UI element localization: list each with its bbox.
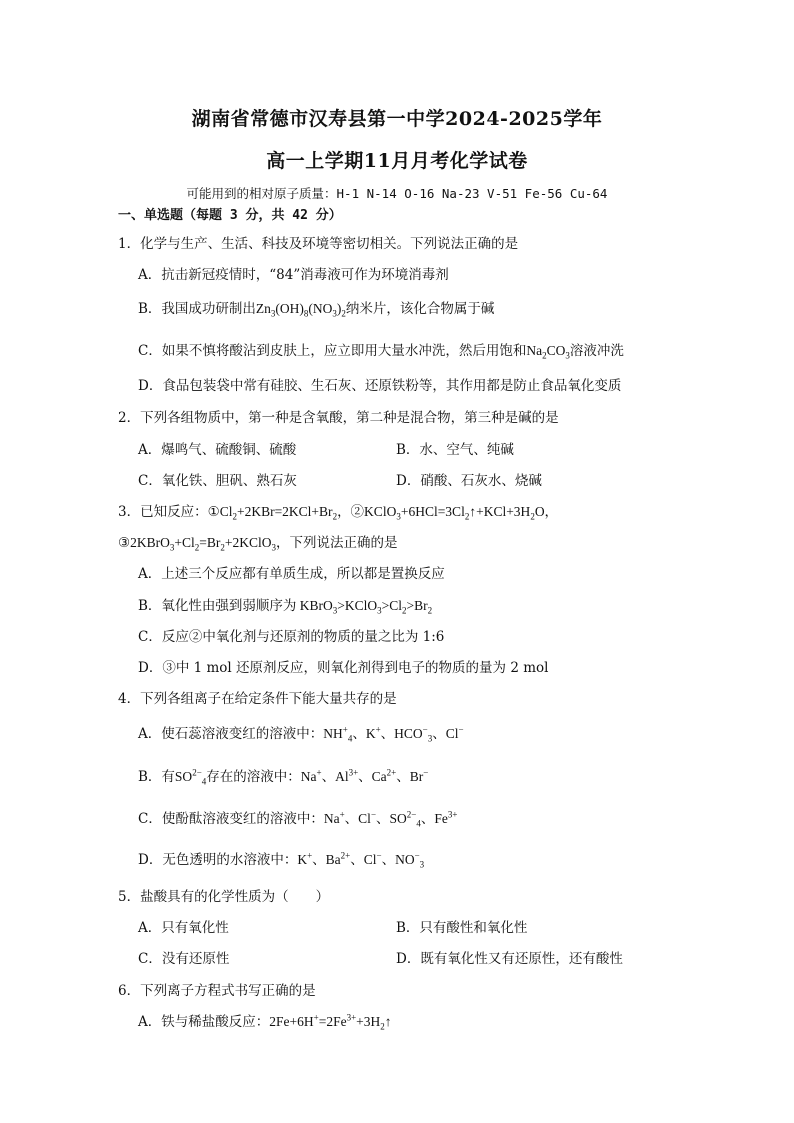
q3-reaction-3: $③2KBrO_3+Cl_2=Br_2+2KClO_3$: [118, 535, 276, 553]
q6-a-equation: $2Fe+6H^+=2Fe^{3+}+3H_2↑$: [269, 1012, 392, 1032]
exam-title-line1: 湖南省常德市汉寿县第一中学2024-2025学年: [191, 108, 603, 130]
q6-option-a: A．铁与稀盐酸反应：$2Fe+6H^+=2Fe^{3+}+3H_2↑$: [138, 1012, 392, 1032]
section-single-choice-heading: 一、单选题（每题 3 分，共 42 分）: [118, 208, 342, 223]
q3-stem-line2: $③2KBrO_3+Cl_2=Br_2+2KClO_3$，下列说法正确的是: [118, 535, 398, 553]
q4-c-ions: Na+、Cl−、$SO^{2-}_4$、$Fe^{3+}$: [323, 809, 458, 829]
q4-d-ions: K+、$Ba^{2+}$、Cl−、$NO^-_3$: [297, 850, 425, 870]
q4-a-ions: $NH^+_4$、K+、$HCO^-_3$、Cl−: [323, 724, 464, 744]
q5-option-a: A．只有氧化性: [138, 920, 229, 936]
q2-option-d: D．硝酸、石灰水、烧碱: [396, 473, 542, 489]
q5-stem: 5．盐酸具有的化学性质为（ ）: [118, 889, 330, 905]
exam-title-line2: 高一上学期11月月考化学试卷: [266, 150, 528, 172]
q1-stem: 1．化学与生产、生活、科技及环境等密切相关。下列说法正确的是: [118, 236, 519, 252]
q3-option-c: C．反应②中氧化剂与还原剂的物质的量之比为 1:6: [138, 629, 445, 645]
q2-option-b: B．水、空气、纯碱: [396, 442, 514, 458]
q5-option-d: D．既有氧化性又有还原性，还有酸性: [396, 951, 623, 967]
q4-option-a: A．使石蕊溶液变红的溶液中：$NH^+_4$、K+、$HCO^-_3$、Cl−: [138, 724, 464, 744]
q2-stem: 2．下列各组物质中，第一种是含氧酸，第二种是混合物，第三种是碱的是: [118, 410, 559, 426]
q3-b-order: $KBrO_3>KClO_3>Cl_2>Br_2$: [296, 598, 433, 616]
q3-option-b: B．氧化性由强到弱顺序为 $KBrO_3>KClO_3>Cl_2>Br_2$: [138, 598, 433, 616]
q3-option-a: A．上述三个反应都有单质生成，所以都是置换反应: [138, 566, 445, 582]
q4-stem: 4．下列各组离子在给定条件下能大量共存的是: [118, 691, 397, 707]
q4-b-ions: Na+、$Al^{3+}$、$Ca^{2+}$、Br−: [300, 767, 429, 784]
q4-b-sulfate: $SO^{2-}_4$: [174, 767, 207, 787]
q3-option-d: D．③中 1 mol 还原剂反应，则氧化剂得到电子的物质的量为 2 mol: [138, 660, 549, 676]
q5-option-c: C．没有还原性: [138, 951, 230, 967]
q3-reactions-1-2: $①Cl_2+2KBr=2KCl+Br_2$，$②KClO_3+6HCl=3Cl_2↑+KCl+3H_2O$，: [207, 504, 559, 522]
q6-stem: 6．下列离子方程式书写正确的是: [118, 983, 316, 999]
q3-stem-line1: 3．已知反应：$①Cl_2+2KBr=2KCl+Br_2$，$②KClO_3+6HCl=3Cl_2↑+KCl+3H_2O$，: [118, 504, 559, 522]
q1-option-c: C．如果不慎将酸沾到皮肤上，应立即用大量水冲洗，然后用饱和$Na_2CO_3$溶液冲洗: [138, 343, 624, 361]
q4-option-c: C．使酚酞溶液变红的溶液中：Na+、Cl−、$SO^{2-}_4$、$Fe^{3+}$: [138, 809, 458, 829]
q1-option-a: A．抗击新冠疫情时，“84”消毒液可作为环境消毒剂: [138, 267, 449, 283]
q1-option-b: B．我国成功研制出$Zn_3(OH)_8(NO_3)_2$纳米片，该化合物属于碱: [138, 301, 495, 319]
q1-b-formula: $Zn_3(OH)_8(NO_3)_2$: [255, 301, 346, 319]
q1-c-formula: $Na_2CO_3$: [526, 343, 570, 361]
atomic-masses-note: 可能用到的相对原子质量：H-1 N-14 O-16 Na-23 V-51 Fe-56 Cu-64: [186, 186, 608, 201]
q4-option-b: B．有$SO^{2-}_4$存在的溶液中：Na+、$Al^{3+}$、$Ca^{2+}$、Br−: [138, 767, 429, 787]
q2-option-a: A．爆鸣气、硫酸铜、硫酸: [138, 442, 297, 458]
q1-option-d: D．食品包装袋中常有硅胶、生石灰、还原铁粉等，其作用都是防止食品氧化变质: [138, 378, 622, 394]
q5-option-b: B．只有酸性和氧化性: [396, 920, 528, 936]
q2-option-c: C．氧化铁、胆矾、熟石灰: [138, 473, 297, 489]
q4-option-d: D．无色透明的水溶液中：K+、$Ba^{2+}$、Cl−、$NO^-_3$: [138, 850, 425, 870]
